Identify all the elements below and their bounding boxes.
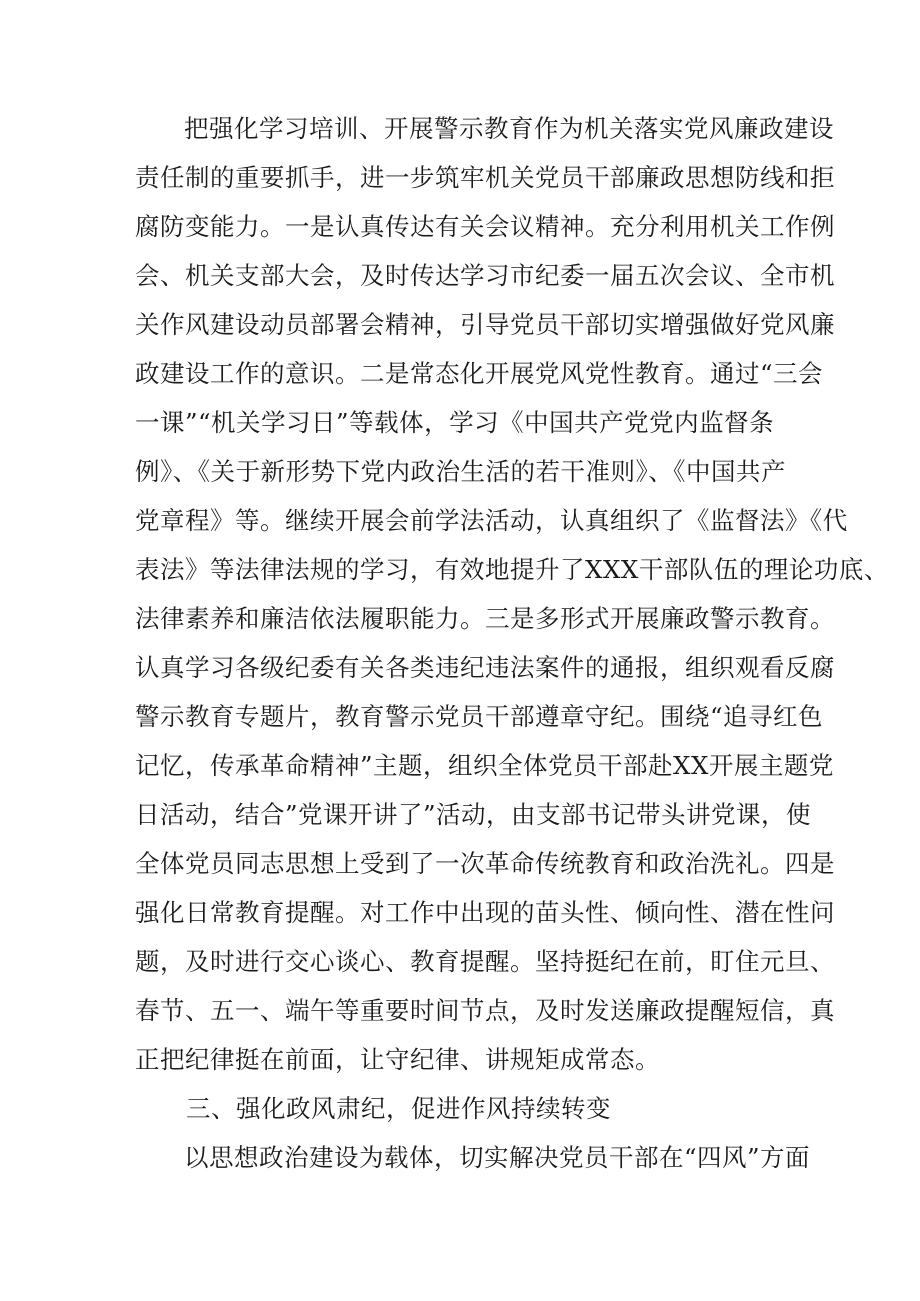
paragraph-line: 腐防变能力。一是认真传达有关会议精神。充分利用机关工作例	[135, 212, 835, 241]
section-heading: 三、强化政风肃纪，促进作风持续转变	[186, 1094, 611, 1123]
paragraph-line: 认真学习各级纪委有关各类违纪违法案件的通报，组织观看反腐	[135, 653, 835, 682]
paragraph-line: 日活动，结合”党课开讲了”活动，由支部书记带头讲党课，使	[135, 800, 812, 829]
paragraph-line: 一课”“机关学习日”等载体，学习《中国共产党党内监督条	[135, 408, 775, 437]
paragraph-line: 以思想政治建设为载体，切实解决党员干部在“四风”方面	[184, 1143, 811, 1172]
paragraph-line: 责任制的重要抓手，进一步筑牢机关党员干部廉政思想防线和拒	[135, 163, 835, 192]
paragraph-line: 警示教育专题片，教育警示党员干部遵章守纪。围绕“追寻红色	[135, 702, 824, 731]
paragraph-line: 会、机关支部大会，及时传达学习市纪委一届五次会议、全市机	[135, 261, 835, 290]
paragraph-line: 表法》等法律法规的学习，有效地提升了XXX干部队伍的理论功底、	[135, 555, 889, 584]
paragraph-line: 春节、五一、端午等重要时间节点，及时发送廉政提醒短信，真	[135, 996, 835, 1025]
paragraph-line: 全体党员同志思想上受到了一次革命传统教育和政治洗礼。四是	[135, 849, 835, 878]
paragraph-line: 法律素养和廉洁依法履职能力。三是多形式开展廉政警示教育。	[135, 604, 835, 633]
paragraph-line: 关作风建设动员部署会精神，引导党员干部切实增强做好党风廉	[135, 310, 835, 339]
paragraph-line: 例》、《关于新形势下党内政治生活的若干准则》、《中国共产	[135, 457, 786, 486]
paragraph-line: 党章程》等。继续开展会前学法活动，认真组织了《监督法》《代	[135, 506, 848, 535]
paragraph-line: 政建设工作的意识。二是常态化开展党风党性教育。通过“三会	[135, 359, 824, 388]
paragraph-line: 记忆，传承革命精神”主题，组织全体党员干部赴XX开展主题党	[135, 751, 834, 780]
paragraph-line: 题，及时进行交心谈心、教育提醒。坚持挺纪在前，盯住元旦、	[135, 947, 835, 976]
paragraph-line: 强化日常教育提醒。对工作中出现的苗头性、倾向性、潜在性问	[135, 898, 835, 927]
paragraph-line: 正把纪律挺在前面，让守纪律、讲规矩成常态。	[135, 1045, 660, 1074]
paragraph-line: 把强化学习培训、开展警示教育作为机关落实党风廉政建设	[184, 114, 834, 143]
